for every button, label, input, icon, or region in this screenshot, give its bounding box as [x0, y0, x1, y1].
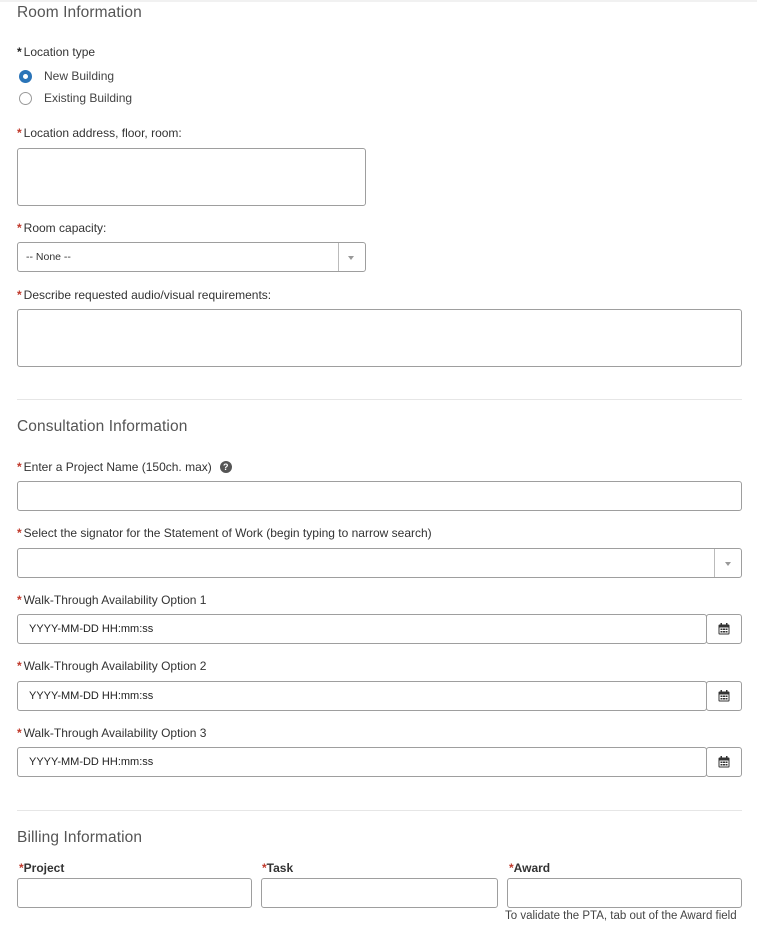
project-input[interactable]: [17, 878, 252, 908]
help-icon[interactable]: ?: [220, 461, 232, 473]
select-divider: [714, 549, 715, 577]
project-name-input[interactable]: [17, 481, 742, 511]
award-input[interactable]: [507, 878, 742, 908]
calendar-icon: [718, 690, 730, 702]
walkthrough-3-input[interactable]: [17, 747, 707, 777]
project-label: *Project: [19, 861, 65, 875]
radio-existing-building[interactable]: [19, 91, 132, 105]
walkthrough-1-label: * Walk-Through Availability Option 1: [17, 593, 207, 607]
location-type-label: * Location type: [17, 45, 96, 59]
top-border: [0, 0, 757, 2]
signator-select[interactable]: [17, 548, 742, 578]
billing-section-title: Billing Information: [17, 829, 143, 846]
section-divider: [17, 399, 742, 400]
walkthrough-1-calendar-button[interactable]: [706, 614, 742, 644]
walkthrough-1-input[interactable]: [17, 614, 707, 644]
av-textarea[interactable]: [17, 309, 742, 367]
capacity-select-value: -- None --: [26, 251, 71, 263]
room-section-title: Room Information: [17, 4, 142, 21]
section-divider: [17, 810, 742, 811]
radio-existing-building-label: Existing Building: [44, 91, 133, 105]
project-name-label: * Enter a Project Name (150ch. max) ?: [17, 460, 232, 474]
address-textarea[interactable]: [17, 148, 366, 206]
select-divider: [338, 243, 339, 271]
walkthrough-2-label: * Walk-Through Availability Option 2: [17, 659, 207, 673]
signator-label: * Select the signator for the Statement of Work (begin typing to narrow search): [17, 526, 432, 540]
address-label: * Location address, floor, room:: [17, 126, 182, 140]
walkthrough-3-label: * Walk-Through Availability Option 3: [17, 726, 207, 740]
av-label: * Describe requested audio/visual requirements:: [17, 288, 272, 302]
capacity-select[interactable]: [17, 242, 366, 272]
capacity-label: * Room capacity:: [17, 221, 107, 235]
task-input[interactable]: [261, 878, 498, 908]
calendar-icon: [718, 623, 730, 635]
walkthrough-2-input[interactable]: [17, 681, 707, 711]
task-label: *Task: [262, 861, 294, 875]
pta-hint: To validate the PTA, tab out of the Award field: [505, 910, 737, 922]
walkthrough-1-placeholder: YYYY-MM-DD HH:mm:ss: [29, 623, 154, 635]
award-label: *Award: [509, 861, 551, 875]
radio-new-building-label: New Building: [44, 69, 115, 83]
calendar-icon: [718, 756, 730, 768]
chevron-down-icon[interactable]: [348, 256, 354, 260]
consultation-section-title: Consultation Information: [17, 418, 188, 435]
radio-selected-icon[interactable]: [19, 70, 32, 83]
chevron-down-icon[interactable]: [725, 562, 731, 566]
walkthrough-3-placeholder: YYYY-MM-DD HH:mm:ss: [29, 756, 154, 768]
radio-new-building[interactable]: [19, 69, 114, 83]
radio-unselected-icon[interactable]: [19, 92, 32, 105]
walkthrough-2-placeholder: YYYY-MM-DD HH:mm:ss: [29, 690, 154, 702]
walkthrough-3-calendar-button[interactable]: [706, 747, 742, 777]
walkthrough-2-calendar-button[interactable]: [706, 681, 742, 711]
